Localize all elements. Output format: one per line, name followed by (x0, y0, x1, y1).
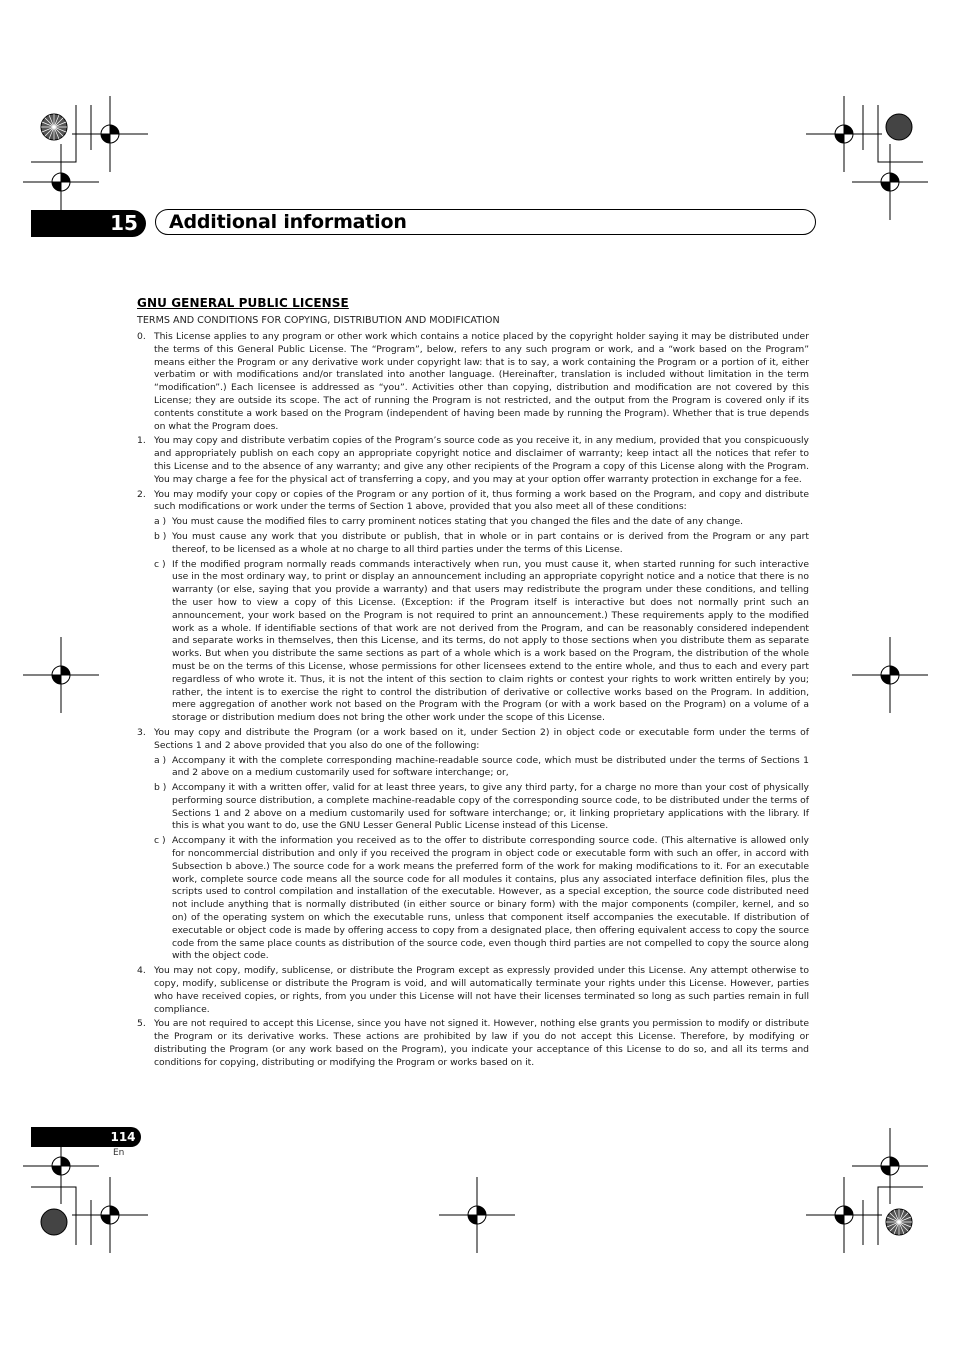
clause-number: 4. (137, 965, 146, 977)
clause-number: 2. (137, 488, 146, 500)
clause-3-c (137, 835, 809, 963)
license-body (137, 331, 809, 1072)
clause-text: You are not required to accept this License, since you have not signed it. However, nothing else grants you permission to modify or distribute the Program or its derivative works. These actions are prohibited by law if you do not accept this License. Therefore, by modifying or distributing the Program (or any work based on the Program), you indicate your acceptance of this License to do so, and all its terms and conditions for copying, distributing or modifying the Program or works based on it. (154, 1018, 809, 1068)
subclause-label: c ) (154, 835, 166, 847)
clause-number: 3. (137, 726, 146, 738)
clause-text: You may copy and distribute verbatim copies of the Program’s source code as you receive it, in any medium, provided that you conspicuously and appropriately publish on each copy an appropriate copyright notice and disclaimer of warranty; keep intact all the notices that refer to this License and to the absence of any warranty; and give any other recipients of the Program a copy of this License along with the Program. You may charge a fee for the physical act of transferring a copy, and you may at your option offer warranty protection in exchange for a fee. (154, 435, 809, 485)
clause-number: 0. (137, 331, 146, 342)
chapter-number: 15 (110, 211, 138, 235)
page-number: 114 (110, 1130, 136, 1144)
clause-text: You may modify your copy or copies of the Program or any portion of it, thus forming a work based on the Program, and copy and distribute such modifications or work under the terms of Section 1 above, provided that you also meet all of these conditions: (154, 488, 809, 513)
subclause-text: Accompany it with a written offer, valid for at least three years, to give any third party, for a charge no more than your cost of physically performing source distribution, a complete machine-readable copy of the corresponding source code, to be distributed under the terms of Sections 1 and 2 above on a medium customarily used for software interchange; or, it linking proprietary applications with the library. If this is what you want to do, use the GNU Lesser General Public License instead of this License. (172, 782, 809, 832)
section-subtitle: TERMS AND CONDITIONS FOR COPYING, DISTRIBUTION AND MODIFICATION (137, 315, 500, 326)
clause-2 (137, 489, 809, 515)
clause-3 (137, 727, 809, 753)
subclause-text: You must cause any work that you distribute or publish, that in whole or in part contains or is derived from the Program or any part thereof, to be licensed as a whole at no charge to all third parties under the terms of this License. (172, 530, 809, 555)
clause-1 (137, 435, 809, 486)
clause-5 (137, 1018, 809, 1069)
clause-number: 1. (137, 435, 146, 447)
clause-4 (137, 965, 809, 1016)
clause-text: This License applies to any program or other work which contains a notice placed by the copyright holder saying it may be distributed under the terms of this General Public License. The “Program”, below, refers to any such program or work, and a “work based on the Program” means either the Program or any derivative work under copyright law: that is to say, a work containing the Program or a portion of it, either verbatim or with modifications and/or translated into another language. (Hereinafter, translation is included without limitation in the term “modification”.) Each licensee is addressed as “you”. Activities other than copying, distribution and modification are not covered by this License; they are outside its scope. The act of running the Program is not restricted, and the output from the Program is covered only if its contents constitute a work based on the Program (independent of having been made by running the Program). Whether that is true depends on what the Program does. (154, 331, 809, 432)
subclause-label: b ) (154, 782, 167, 794)
clause-number: 5. (137, 1018, 146, 1030)
section-title: GNU GENERAL PUBLIC LICENSE (137, 296, 349, 310)
subclause-text: Accompany it with the information you received as to the offer to distribute corresponding source code. (This alternative is allowed only for noncommercial distribution and only if you received the program in object code or executable form with such an offer, in accord with Subsection b above.) The source code for a work means the preferred form of the work for making modifications to it. For an executable work, complete source code means all the source code for all modules it contains, plus any associated interface definition files, plus the scripts used to control compilation and installation of the executable. However, as a special exception, the source code distributed need not include anything that is normally distributed (in either source or binary form) with the major components (compiler, kernel, and so on) of the operating system on which the executable runs, unless that component itself accompanies the executable. If distribution of executable or object code is made by offering access to copy from a designated place, then offering equivalent access to copy the source code from the same place counts as distribution of the source code, even though third parties are not compelled to copy the source along with the object code. (172, 835, 809, 962)
chapter-title: Additional information (169, 211, 407, 233)
subclause-label: a ) (154, 754, 167, 766)
clause-2-b (137, 531, 809, 557)
clause-text: You may not copy, modify, sublicense, or distribute the Program except as expressly provided under this License. Any attempt otherwise to copy, modify, sublicense or distribute the Program is void, and will automatically terminate your rights under this License. However, parties who have received copies, or rights, from you under this License will not have their licenses terminated so long as such parties remain in full compliance. (154, 965, 809, 1015)
clause-text: You may copy and distribute the Program (or a work based on it, under Section 2) in object code or executable form under the terms of Sections 1 and 2 above provided that you also do one of the following: (154, 726, 809, 751)
clause-3-b (137, 782, 809, 833)
clause-3-a (137, 755, 809, 781)
subclause-text: Accompany it with the complete corresponding machine-readable source code, which must be distributed under the terms of Sections 1 and 2 above on a medium customarily used for software interchange; or, (172, 754, 809, 779)
subclause-label: c ) (154, 558, 166, 570)
subclause-label: b ) (154, 530, 167, 542)
subclause-label: a ) (154, 516, 167, 528)
clause-2-a (137, 516, 809, 529)
clause-2-c (137, 559, 809, 725)
clause-0 (137, 331, 809, 433)
subclause-text: You must cause the modified files to carry prominent notices stating that you changed the files and the date of any change. (172, 516, 744, 528)
language-code: En (113, 1148, 125, 1158)
subclause-text: If the modified program normally reads commands interactively when run, you must cause it, when started running for such interactive use in the most ordinary way, to print or display an announcement including an appropriate copyright notice and a notice that there is no warranty (or else, saying that you provide a warranty) and that users may redistribute the program under these conditions, and telling the user how to view a copy of this License. (Exception: if the Program itself is interactive but does not normally print such an announcement, your work based on the Program is not required to print an announcement.) These requirements apply to the modified work as a whole. If identifiable sections of that work are not derived from the Program, and can be reasonably considered independent and separate works in themselves, then this License, and its terms, do not apply to those sections when you distribute them as separate works. But when you distribute the same sections as part of a whole which is a work based on the Program, the distribution of the whole must be on the terms of this License, whose permissions for other licensees extend to the entire whole, and thus to each and every part regardless of who wrote it. Thus, it is not the intent of this section to claim rights or contest your rights to work written entirely by you; rather, the intent is to exercise the right to control the distribution of derivative or collective works based on the Program. In addition, mere aggregation of another work not based on the Program with the Program (or with a work based on the Program) on a volume of a storage or distribution medium does not bring the other work under the scope of this License. (172, 558, 809, 724)
